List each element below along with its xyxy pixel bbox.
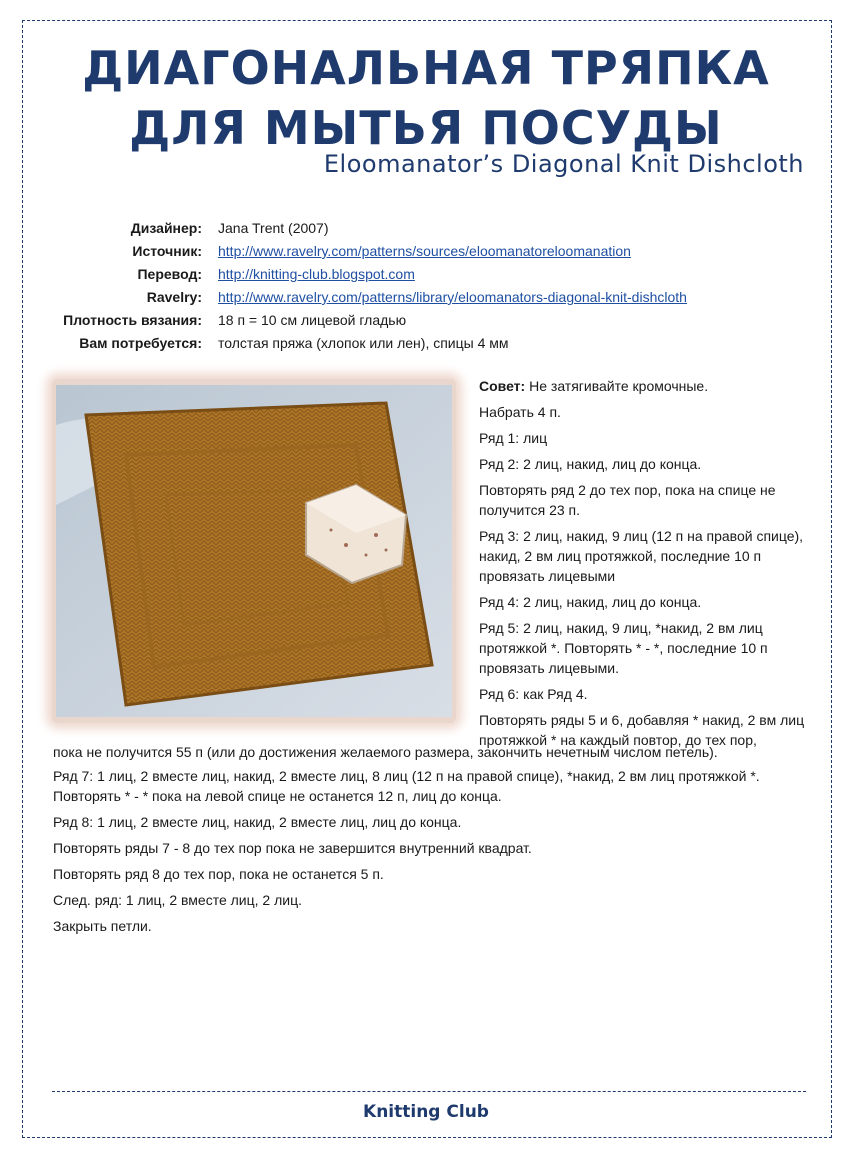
info-label: Плотность вязания:	[63, 312, 202, 328]
info-row-source	[40, 243, 687, 266]
instruction-step: Ряд 8: 1 лиц, 2 вместе лиц, накид, 2 вместе лиц, лиц до конца.	[53, 814, 462, 830]
source-link[interactable]: http://www.ravelry.com/patterns/sources/eloomanatoreloomanation	[218, 243, 631, 259]
dishcloth-illustration	[56, 385, 452, 717]
tip-label: Совет:	[479, 378, 526, 394]
info-value: Jana Trent (2007)	[218, 220, 329, 236]
info-row-gauge	[40, 312, 687, 335]
info-row-materials	[40, 335, 687, 358]
instruction-continuation: пока не получится 55 п (или до достижения желаемого размера, закончить нечетным числом петель).	[53, 744, 718, 760]
ravelry-link[interactable]: http://www.ravelry.com/patterns/library/eloomanators-diagonal-knit-dishcloth	[218, 289, 687, 305]
instruction-step: Ряд 7: 1 лиц, 2 вместе лиц, накид, 2 вместе лиц, 8 лиц (12 п на правой спице), *накид, 2 вм лиц протяжкой *. Повторять * - * пока на левой спице не останется 12 п, лиц до конца.	[53, 768, 760, 804]
instruction-step: Ряд 6: как Ряд 4.	[479, 686, 588, 702]
footer-divider	[52, 1091, 806, 1092]
pattern-info-table	[40, 220, 687, 358]
info-row-ravelry	[40, 289, 687, 312]
instruction-step: Ряд 2: 2 лиц, накид, лиц до конца.	[479, 456, 702, 472]
instruction-step: Ряд 5: 2 лиц, накид, 9 лиц, *накид, 2 вм лиц протяжкой *. Повторять * - *, последние 10 п провязать лицевыми.	[479, 620, 768, 676]
info-value: 18 п = 10 см лицевой гладью	[218, 312, 407, 328]
page-subtitle: Eloomanator’s Diagonal Knit Dishcloth	[323, 150, 804, 178]
instruction-step: Ряд 1: лиц	[479, 430, 548, 446]
info-label: Ravelry:	[146, 289, 202, 305]
instruction-step: Закрыть петли.	[53, 918, 152, 934]
info-value: толстая пряжа (хлопок или лен), спицы 4 мм	[218, 335, 509, 351]
instruction-step: След. ряд: 1 лиц, 2 вместе лиц, 2 лиц.	[53, 892, 302, 908]
instruction-step: Повторять ряд 8 до тех пор, пока не останется 5 п.	[53, 866, 384, 882]
page-title-line2: ДЛЯ МЫТЬЯ ПОСУДЫ	[129, 101, 723, 155]
instruction-step: Набрать 4 п.	[479, 404, 561, 420]
instruction-step: Повторять ряд 2 до тех пор, пока на спице не получится 23 п.	[479, 482, 776, 518]
instructions-side	[479, 376, 809, 750]
footer-brand: Knitting Club	[363, 1102, 489, 1122]
tip	[479, 376, 809, 396]
instruction-step: Повторять ряды 5 и 6, добавляя * накид, 2 вм лиц протяжкой * на каждый повтор, до тех пор,	[479, 712, 805, 748]
instruction-step: Повторять ряды 7 - 8 до тех пор пока не завершится внутренний квадрат.	[53, 840, 532, 856]
info-label: Перевод:	[137, 266, 202, 282]
translation-link[interactable]: http://knitting-club.blogspot.com	[218, 266, 415, 282]
info-row-designer	[40, 220, 687, 243]
info-label: Дизайнер:	[130, 220, 202, 236]
instruction-step: Ряд 4: 2 лиц, накид, лиц до конца.	[479, 594, 702, 610]
page-title-line1: ДИАГОНАЛЬНАЯ ТРЯПКА	[82, 41, 770, 95]
tip-text: Не затягивайте кромочные.	[525, 378, 709, 394]
info-label: Источник:	[132, 243, 202, 259]
dishcloth-photo	[52, 379, 456, 723]
instructions-full	[53, 766, 813, 942]
info-label: Вам потребуется:	[79, 335, 202, 351]
info-row-translation	[40, 266, 687, 289]
instruction-step: Ряд 3: 2 лиц, накид, 9 лиц (12 п на правой спице), накид, 2 вм лиц протяжкой, последние 10 п провязать лицевыми	[479, 528, 804, 584]
